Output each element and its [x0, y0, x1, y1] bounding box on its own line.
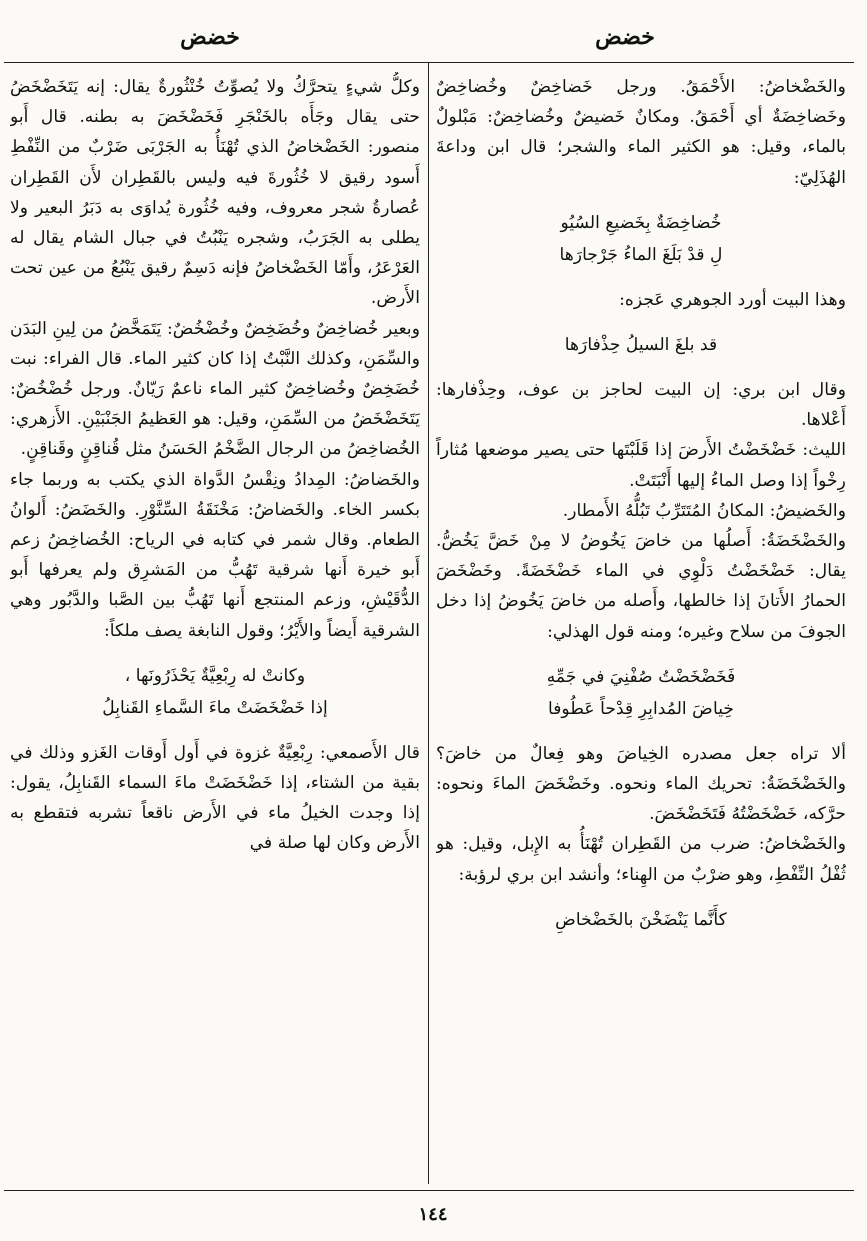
paragraph: وهذا البيت أورد الجوهري عَجزه: [619, 289, 846, 310]
page-number: ١٤٤ [418, 1204, 448, 1225]
verse [10, 660, 420, 724]
paragraph: والخَضْخاضُ: الأَحْمَقُ. ورجل خَضاخِضٌ وخُضاخِضٌ وخَضاخِضَةٌ أي أَحْمَقُ. ومكانٌ خَضيضٌ وخُضاخِضٌ: مَبْلولٌ بالماء، وقيل: هو الكثير الماء والشجر؛ قال ابن وداعةَ الهُذَلِيّ: [436, 77, 846, 188]
verse-line: لِ قدْ بَلَغَ الماءُ جَرْجارَها [559, 244, 723, 265]
paragraph: وقال ابن بري: إن البيت لحاجز بن عوف، وحِذْفارها: أَعْلاها. [436, 380, 846, 431]
paragraph: والخَضاضُ: المِدادُ ونِقْسُ الدَّواة الذي يكتب به وربما جاء بكسر الخاء. والخَضاضُ: مَخْنَقَةُ السِّنَّوْرِ. والخَضَضُ: أَلوانُ الطعام. وقال شمر في كتابه في الرياح: الخُضاخِضُ زعم أَبو خيرة أَنها شرقية تَهُبُّ من المَشرِق ولم يعرفها أَبو الدُّقَيْشِ، وزعم المنتجع أَنها تَهُبُّ بين الصَّبا والدَّبُور وهي الشرقية أَيضاً والأَيْرُ؛ وقول النابغة يصف ملكاً: [10, 469, 420, 641]
paragraph: والخَضْخَضَةُ: أَصلُها من خاضَ يَخُوضُ لا مِنْ خَضَّ يَخُضُّ. يقال: خَضْخَضْتُ دَلْوِي في الماء خَضْخَضَةً. وخَضْخَضَ الحمارُ الأَتانَ إذا خالطها، وأَصله من خاضَ يَخُوضُ إذا دخل الجوفَ من سلاح وغيره؛ ومنه قول الهذلي: [436, 531, 846, 642]
paragraph: ألا تراه جعل مصدره الخِياضَ وهو فِعالٌ من خاضَ؟ والخَضْخَضَةُ: تحريك الماء ونحوه. وخَضْخَضَ الماءَ ونحوه: حرَّكه، خَضْخَضْتُهُ فَتَخَضْخَضَ. [436, 743, 846, 825]
verse [436, 207, 846, 271]
bottom-rule [4, 1190, 854, 1191]
paragraph: وبعير خُضاخِضٌ وخُضَخِضٌ وخُضْخُضٌ: يَتَمَخَّضُ من لِينِ البَدَن والسِّمَنِ، وكذلك النَّبْتُ إذا كان كثير الماء. قال الفراء: نبت خُضَخِضٌ وخُضاخِضٌ كثير الماء ناعمٌ رَيّانٌ. ورجل خُضْخُضٌ: يَتَخَضْخَضُ من السِّمَنِ، وقيل: هو العَظيمُ الجَنْبَيْنِ. الأَزهري: الخُضاخِضُ من الرجال الضَّخْمُ الحَسَنُ مثل قُناقِنٍ وقَناقِنٍ. [10, 318, 420, 460]
header-word-left: خضض [180, 24, 240, 50]
paragraph: قال الأَصمعي: رِبْعِيَّةٌ غزوة في أَول أَوقات الغَزو وذلك في بقية من الشتاء، إذا خَضْخَضَتْ ماءَ السماء القَنابِلُ، يقول: إذا وجدت الخيلُ ماء في الأَرض ناقعاً تشربه فتقطع به الأَرض وكان لها صلة في [10, 742, 420, 854]
verse [436, 661, 846, 725]
top-rule [4, 62, 854, 63]
paragraph: وكلُّ شيءٍ يتحرَّكُ ولا يُصوِّتُ خُنْثُورةٌ يقال: إنه يَتَخَضْخَضُ حتى يقال وجَأَه بالخَنْجَرِ فَخَضْخَضَ به بطنه. قال أَبو منصور: الخَضْخاضُ الذي تُهْنَأُ به الجَرْبَى ضَرْبٌ من النِّفْطِ أَسود رقيق لا خُثُورةَ فيه وليس بالقَطِران لأَن القَطِران عُصارةُ شجر معروف، وفيه خُثُورة يُداوَى به دَبَرُ البعير ولا يطلى به الجَرَبُ، وشجره يَنْبُتُ في جبال الشام يقال له العَرْعَرُ، وأَمّا الخَضْخاضُ فإنه دَسِمٌ رقيق يَنْبُعُ من عين تحت الأَرض. [10, 77, 420, 309]
verse-line: كأَنَّما يَنْضَخْنَ بالخَضْخاضِ [555, 909, 727, 930]
verse-line: فَخَضْخَضْتُ صُفْنِيَ في جَمِّهِ [546, 666, 736, 687]
paragraph: والخَضْخاضُ: ضرب من القَطِران تُهْنَأُ به الإِبل، وقيل: هو ثُفْلُ النِّفْطِ، وهو ضرْبٌ من الهِناء؛ وأنشد ابن بري لرؤبة: [436, 834, 846, 885]
verse [436, 904, 846, 936]
verse-line: إذا خَضْخَضَتْ ماءَ السَّماءِ القَنابِلُ [102, 697, 328, 718]
paragraph: والخَضيضُ: المكانُ المُتَتَرِّبُ تَبُلُّهُ الأَمطار. [562, 500, 846, 521]
verse-line: قد بلغَ السيلُ حِذْفارَها [564, 335, 718, 356]
right-column [436, 72, 846, 1182]
verse-line: خِياضَ المُدابِرِ قِدْحاً عَطُوفا [547, 698, 735, 719]
paragraph: الليث: خَضْخَضْتُ الأَرضَ إذا قَلَبْتَها حتى يصير موضعها مُثاراً رِخْواً إذا وصل الماءُ إليها أَنْبَتَتْ. [436, 440, 846, 491]
verse-line: وكانتْ له رِبْعِيَّةٌ يَحْذَرُونَها ، [124, 665, 306, 686]
header-word-right: خضض [595, 24, 655, 50]
verse [436, 329, 846, 361]
column-divider [428, 62, 429, 1184]
verse-line: خُضاخِضَةٌ بِخَضيعِ السُيُو [560, 212, 722, 233]
page-header [0, 20, 867, 60]
left-column [10, 72, 420, 1182]
